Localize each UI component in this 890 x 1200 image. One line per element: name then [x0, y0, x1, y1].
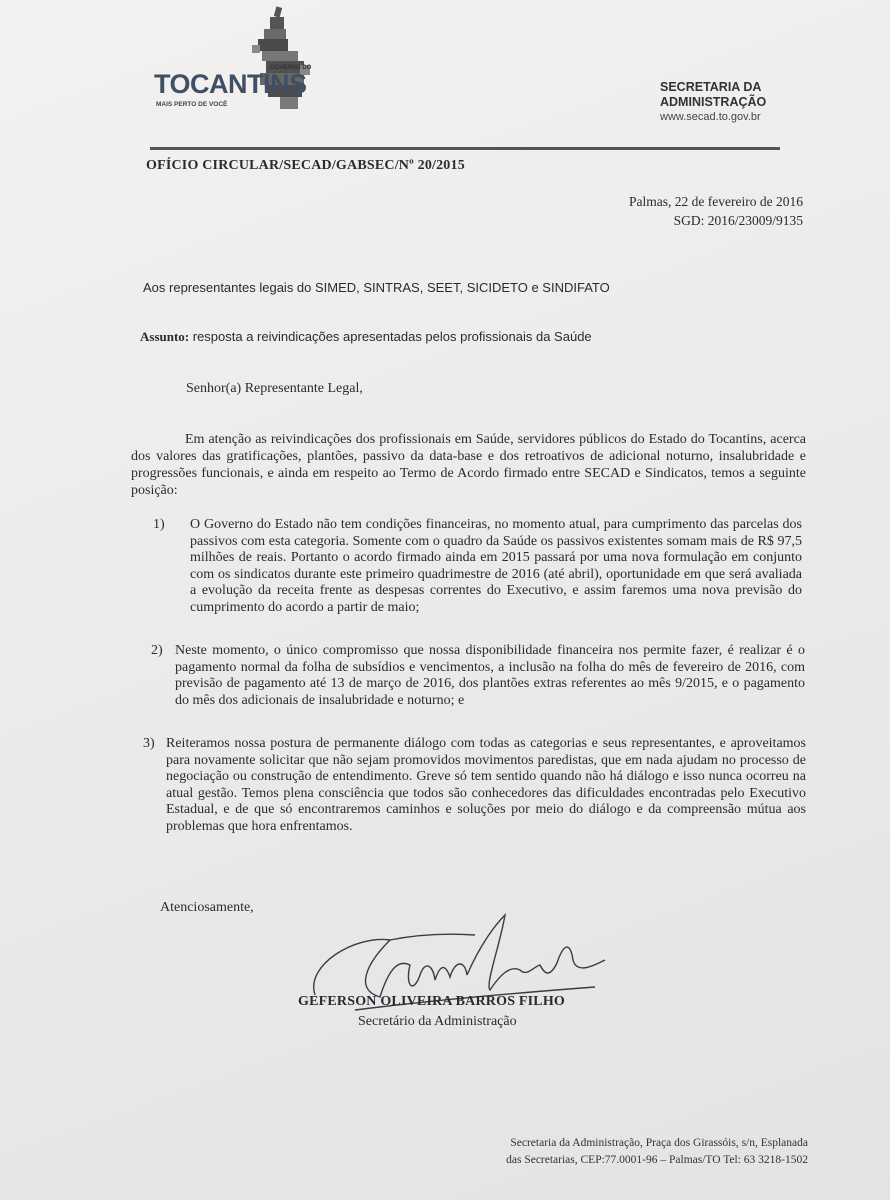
closing: Atenciosamente,	[160, 900, 254, 915]
subject-label: Assunto:	[140, 329, 190, 344]
item-text: Reiteramos nossa postura de permanente diálogo com todas as categorias e seus representantes, e aproveitamos para novamente solicitar que não sejam promovidos movimentos paredistas, que em nada ajudam no processo de negociação ou construção de entendimento. Greve só tem sentido quando não há diálogo e isso nunca ocorreu na atual gestão. Temos plena consciência que todos são conhecedores das dificuldades encontradas pelo Executivo Estadual, e de que só encontraremos caminhos e soluções por meio do diálogo e da compreensão mútua aos problemas que hora enfrentamos.	[166, 736, 806, 834]
item-number: 3)	[143, 736, 155, 751]
document-reference: OFÍCIO CIRCULAR/SECAD/GABSEC/Nº 20/2015	[146, 158, 465, 173]
subject-line	[140, 329, 592, 345]
footer-line: das Secretarias, CEP:77.0001-96 – Palmas/TO Tel: 63 3218-1502	[506, 1154, 808, 1166]
subject-text: resposta a reivindicações apresentadas pelos profissionais da Saúde	[189, 329, 592, 344]
item-text: O Governo do Estado não tem condições financeiras, no momento atual, para cumprimento das parcelas dos passivos com esta categoria. Somente com o quadro da Saúde os passivos existentes somam mais de R$ 97,5 milhões de reais. Portanto o acordo firmado ainda em 2015 passará por uma nova formulação em conjunto com os sindicatos durante este primeiro quadrimestre de 2016 (até abril), oportunidade em que será avaliada a evolução da receita frente as despesas correntes do Executivo, e assim faremos uma nova previsão do cumprimento do acordo a partir de maio;	[190, 517, 802, 615]
header-divider	[150, 147, 780, 150]
logo-government-label: GOVERNO DO	[270, 65, 312, 71]
date-block	[629, 192, 803, 230]
tocantins-logo	[150, 5, 320, 120]
secretariat-name: SECRETARIA DA ADMINISTRAÇÃO	[660, 80, 767, 109]
signatory-name: GEFERSON OLIVEIRA BARROS FILHO	[298, 994, 565, 1009]
footer-line: Secretaria da Administração, Praça dos Girassóis, s/n, Esplanada	[510, 1137, 808, 1149]
logo-tagline: MAIS PERTO DE VOCÊ	[156, 101, 228, 108]
sgd-number: SGD: 2016/23009/9135	[673, 213, 803, 228]
logo-state-name: TOCANTINS	[154, 69, 307, 99]
secretariat-website[interactable]: www.secad.to.gov.br	[660, 111, 761, 123]
addressee: Aos representantes legais do SIMED, SINTRAS, SEET, SICIDETO e SINDIFATO	[143, 280, 610, 295]
salutation: Senhor(a) Representante Legal,	[186, 381, 363, 396]
signatory-title: Secretário da Administração	[358, 1014, 517, 1029]
item-number: 2)	[151, 643, 163, 658]
place-date: Palmas, 22 de fevereiro de 2016	[629, 194, 803, 209]
intro-paragraph: Em atenção as reivindicações dos profissionais em Saúde, servidores públicos do Estado do Tocantins, acerca dos valores das gratificações, plantões, passivo da data-base e dos retroativos de adicional noturno, insalubridade e progressões funcionais, e ainda em respeito ao Termo de Acordo firmado entre SECAD e Sindicatos, temos a seguinte posição:	[131, 432, 806, 498]
secretariat-header	[660, 80, 780, 123]
footer-address	[506, 1135, 808, 1169]
item-number: 1)	[153, 517, 165, 532]
item-text: Neste momento, o único compromisso que nossa disponibilidade financeira nos permite fazer, é realizar é o pagamento normal da folha de subsídios e vencimentos, a inclusão na folha do mês de fevereiro de 2016, com previsão de pagamento até 13 de março de 2016, dos plantões extras referentes ao mês 9/2015, e o pagamento do mês dos adicionais de insalubridade e noturno; e	[175, 643, 805, 708]
